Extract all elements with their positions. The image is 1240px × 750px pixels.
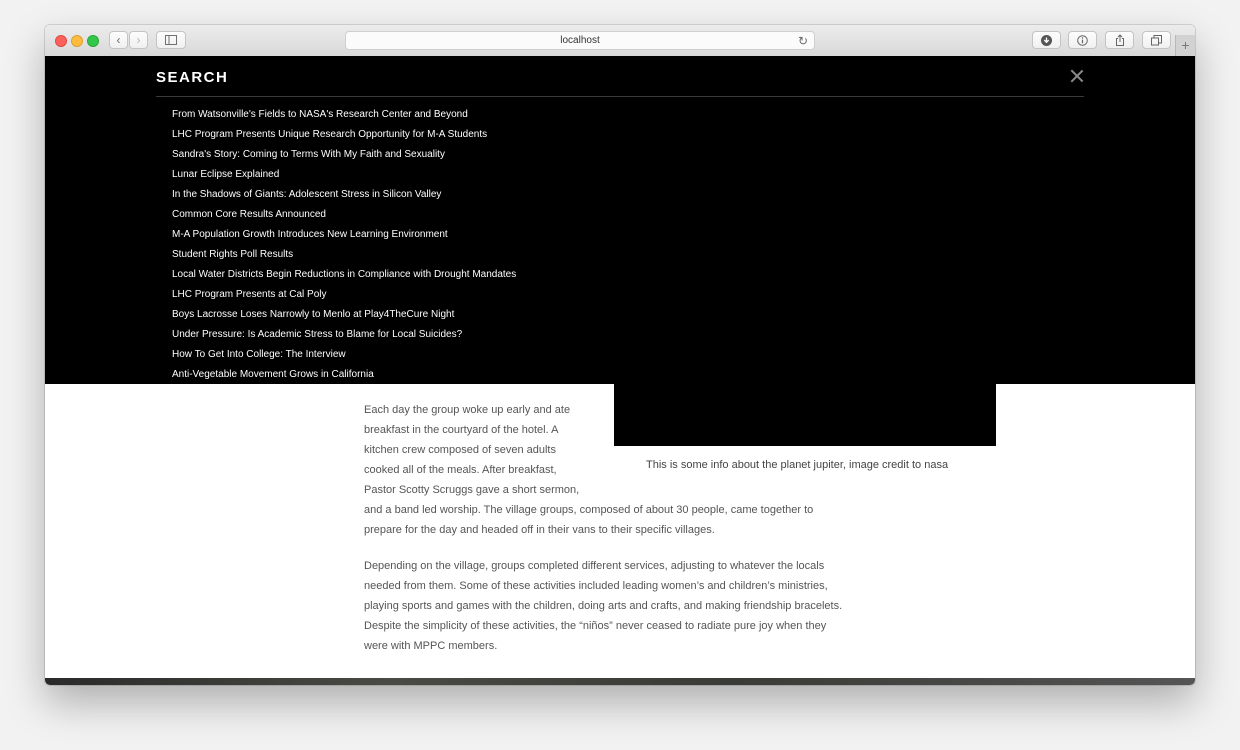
new-tab-icon[interactable]: + — [1175, 35, 1195, 56]
paragraph-line: prepare for the day and headed off in their vans to their specific villages. — [364, 524, 715, 536]
search-result-link[interactable]: LHC Program Presents Unique Research Opportunity for M-A Students — [172, 129, 488, 140]
search-result-link[interactable]: Sandra's Story: Coming to Terms With My Faith and Sexuality — [172, 149, 445, 160]
browser-toolbar — [45, 25, 1195, 57]
address-text: localhost — [560, 35, 600, 46]
footer-image-strip — [45, 678, 1195, 685]
paragraph-line: Depending on the village, groups completed different services, adjusting to whatever the locals — [364, 560, 825, 572]
sidebar-icon[interactable] — [156, 31, 186, 49]
paragraph-line: cooked all of the meals. After breakfast, — [364, 464, 557, 476]
search-result-link[interactable]: LHC Program Presents at Cal Poly — [172, 289, 327, 300]
paragraph-line: needed from them. Some of these activities included leading women’s and children’s ministries, — [364, 580, 828, 592]
article-content — [45, 384, 1195, 685]
search-results — [172, 108, 516, 388]
search-result-link[interactable]: Student Rights Poll Results — [172, 249, 294, 260]
close-icon[interactable] — [1070, 69, 1084, 83]
search-result-link[interactable]: In the Shadows of Giants: Adolescent Stress in Silicon Valley — [172, 189, 442, 200]
tabs-icon[interactable] — [1142, 31, 1171, 49]
paragraph-line: breakfast in the courtyard of the hotel. A — [364, 424, 559, 436]
reload-icon[interactable]: ↻ — [797, 34, 808, 48]
search-result-link[interactable]: How To Get Into College: The Interview — [172, 349, 346, 360]
search-result-link[interactable]: Common Core Results Announced — [172, 209, 326, 220]
image-caption: This is some info about the planet jupiter, image credit to nasa — [646, 459, 949, 471]
share-icon[interactable] — [1105, 31, 1134, 49]
paragraph-line: Despite the simplicity of these activities, the “niños” never ceased to radiate pure joy when they — [364, 620, 827, 632]
paragraph-line: were with MPPC members. — [364, 640, 498, 652]
article-paragraph — [364, 400, 813, 540]
browser-window — [45, 25, 1195, 685]
search-overlay — [45, 56, 1195, 384]
download-icon[interactable] — [1032, 31, 1061, 49]
paragraph-line: kitchen crew composed of seven adults — [364, 444, 556, 456]
search-result-link[interactable]: Lunar Eclipse Explained — [172, 169, 280, 180]
minimize-window-button[interactable] — [71, 35, 83, 47]
search-divider — [156, 96, 1084, 97]
search-title: SEARCH — [156, 69, 229, 86]
search-result-link[interactable]: From Watsonville's Fields to NASA's Research Center and Beyond — [172, 109, 468, 120]
search-result-link[interactable]: Under Pressure: Is Academic Stress to Blame for Local Suicides? — [172, 329, 463, 340]
search-result-link[interactable]: Anti-Vegetable Movement Grows in California — [172, 369, 374, 380]
forward-icon[interactable]: › — [129, 31, 148, 49]
search-result-link[interactable]: Boys Lacrosse Loses Narrowly to Menlo at Play4TheCure Night — [172, 309, 455, 320]
search-result-link[interactable]: M-A Population Growth Introduces New Learning Environment — [172, 229, 448, 240]
back-icon[interactable]: ‹ — [109, 31, 128, 49]
paragraph-line: and a band led worship. The village groups, composed of about 30 people, came together to — [364, 504, 814, 516]
info-icon[interactable] — [1068, 31, 1097, 49]
zoom-window-button[interactable] — [87, 35, 99, 47]
address-bar[interactable] — [345, 31, 815, 50]
paragraph-line: Each day the group woke up early and ate — [364, 404, 571, 416]
article-paragraph — [364, 556, 842, 656]
paragraph-line: playing sports and games with the children, doing arts and crafts, and making friendship bracelets. — [364, 600, 843, 612]
paragraph-line: Pastor Scotty Scruggs gave a short sermon, — [364, 484, 580, 496]
search-result-link[interactable]: Local Water Districts Begin Reductions in Compliance with Drought Mandates — [172, 269, 517, 280]
close-window-button[interactable] — [55, 35, 67, 47]
